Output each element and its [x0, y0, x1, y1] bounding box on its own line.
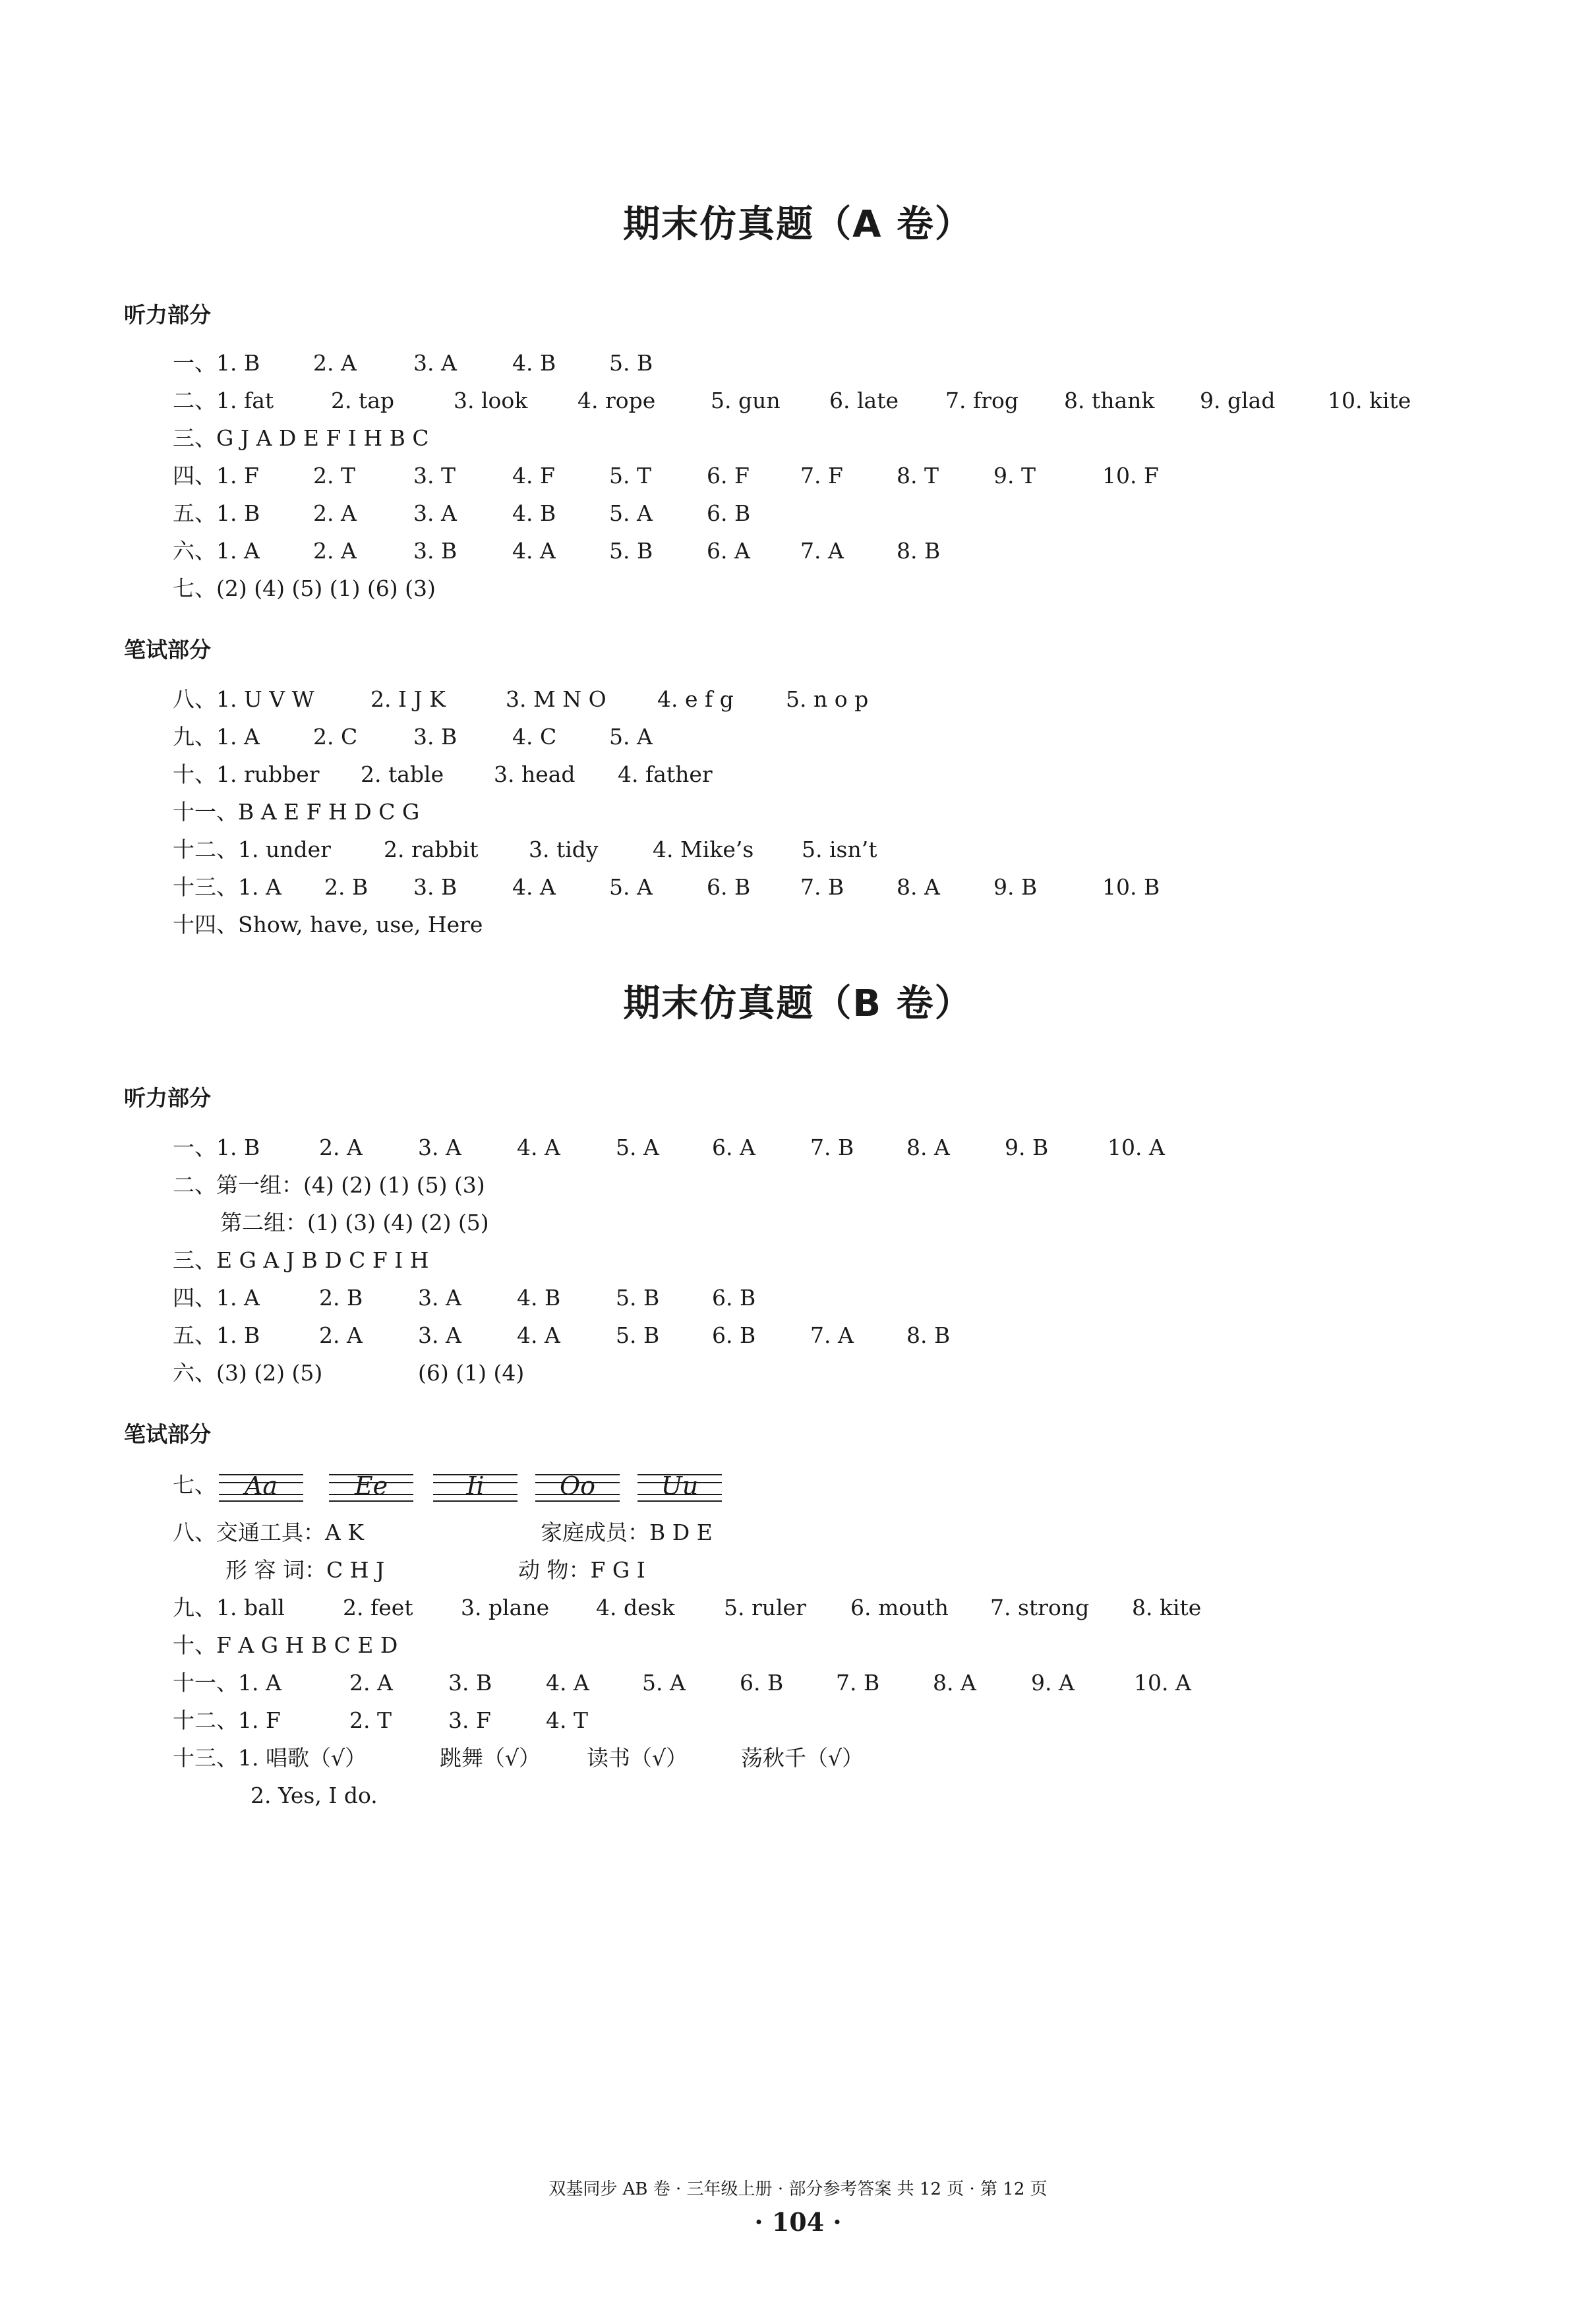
answer: 7. B	[836, 1670, 880, 1696]
answer: 6. B	[712, 1285, 756, 1311]
section-written-a: 笔试部分	[124, 637, 211, 663]
answer: 一、1. B	[173, 1135, 260, 1160]
answer: 5. ruler	[724, 1595, 806, 1620]
answer: 3. A	[418, 1135, 461, 1160]
answer: 3. B	[413, 724, 458, 750]
answer: 5. A	[642, 1670, 686, 1696]
answer: 2. C	[313, 724, 358, 750]
answer: 2. feet	[343, 1595, 413, 1620]
answer: 六、(3) (2) (5)	[173, 1360, 323, 1386]
answer: 4. Mike’s	[653, 837, 754, 862]
answer: 2. B	[324, 874, 369, 900]
answer: 3. look	[454, 388, 528, 413]
answer: 7. A	[810, 1322, 854, 1348]
answer: 9. T	[993, 463, 1036, 488]
answer: 4. A	[512, 538, 556, 564]
title-a: 期末仿真题（A 卷）	[623, 203, 973, 246]
answer: 八、1. U V W	[173, 686, 314, 712]
answer: 3. F	[448, 1707, 491, 1733]
answer: 5. isn’t	[802, 837, 877, 862]
answer: 一、1. B	[173, 350, 260, 376]
cursive-letter: Aa	[219, 1469, 303, 1503]
answer: 十、F A G H B C E D	[173, 1632, 398, 1658]
answer: 3. tidy	[529, 837, 599, 862]
cursive-letter: Ii	[433, 1469, 517, 1503]
answer: 2. table	[361, 761, 444, 787]
answer: 3. A	[418, 1322, 461, 1348]
answer: 9. B	[993, 874, 1038, 900]
answer: 十三、1. A	[173, 874, 281, 900]
answer: 3. A	[413, 350, 457, 376]
answer: 7. B	[810, 1135, 854, 1160]
answer: 5. T	[609, 463, 651, 488]
page-number: · 104 ·	[754, 2207, 842, 2237]
answer: 3. head	[494, 761, 576, 787]
answer: 7. B	[800, 874, 844, 900]
answer: 2. A	[313, 500, 357, 526]
answer: 10. kite	[1328, 388, 1411, 413]
section-written-b: 笔试部分	[124, 1421, 211, 1447]
answer: 6. A	[712, 1135, 755, 1160]
answer: 四、1. F	[173, 463, 259, 488]
answer: 4. A	[546, 1670, 589, 1696]
answer: 十二、1. under	[173, 837, 331, 862]
section-listening-a: 听力部分	[124, 302, 211, 328]
answer: 4. F	[512, 463, 555, 488]
answer: 9. A	[1031, 1670, 1075, 1696]
answer: 九、1. A	[173, 724, 260, 750]
answer: 8. A	[933, 1670, 976, 1696]
answer: 3. T	[413, 463, 456, 488]
answer: 8. A	[897, 874, 940, 900]
answer: 八、交通工具：A K	[173, 1520, 364, 1545]
answer: 5. B	[616, 1322, 660, 1348]
answer: 9. B	[1005, 1135, 1049, 1160]
answer: 4. desk	[596, 1595, 675, 1620]
answer: 2. B	[319, 1285, 363, 1311]
title-b: 期末仿真题（B 卷）	[623, 982, 973, 1025]
answer: 6. late	[829, 388, 899, 413]
answer: 5. A	[609, 874, 653, 900]
footer: 双基同步 AB 卷 · 三年级上册 · 部分参考答案 共 12 页 · 第 12 页	[548, 2179, 1048, 2199]
answer: 2. A	[319, 1135, 363, 1160]
answer: 10. A	[1108, 1135, 1165, 1160]
answer: 十二、1. F	[173, 1707, 281, 1733]
answer: 二、1. fat	[173, 388, 274, 413]
answer: 动 物：F G I	[518, 1557, 645, 1583]
answer: 跳舞（√）	[440, 1745, 541, 1771]
answer: 十四、Show, have, use, Here	[173, 912, 483, 937]
answer: 七、	[173, 1472, 216, 1498]
answer: 六、1. A	[173, 538, 260, 564]
answer: 4. B	[512, 350, 556, 376]
answer: 4. A	[517, 1135, 560, 1160]
answer: 5. A	[609, 500, 653, 526]
answer: 三、G J A D E F I H B C	[173, 425, 429, 451]
answer: 2. A	[349, 1670, 393, 1696]
answer: (6) (1) (4)	[418, 1360, 525, 1386]
answer: 8. kite	[1132, 1595, 1202, 1620]
answer: 二、第一组：(4) (2) (1) (5) (3)	[173, 1172, 485, 1198]
answer: 4. C	[512, 724, 557, 750]
answer: 九、1. ball	[173, 1595, 285, 1620]
answer: 4. A	[517, 1322, 560, 1348]
answer: 8. T	[897, 463, 939, 488]
answer: 2. T	[349, 1707, 392, 1733]
section-listening-b: 听力部分	[124, 1085, 211, 1111]
answer: 6. B	[707, 500, 751, 526]
answer: 3. A	[418, 1285, 461, 1311]
answer: 2. A	[313, 538, 357, 564]
answer: 四、1. A	[173, 1285, 260, 1311]
answer: 7. A	[800, 538, 844, 564]
answer: 4. e f g	[657, 686, 734, 712]
answer: 五、1. B	[173, 500, 260, 526]
answer: 2. Yes, I do.	[251, 1783, 378, 1808]
answer: 形 容 词：C H J	[225, 1557, 385, 1583]
answer: 5. A	[609, 724, 653, 750]
answer: 5. n o p	[786, 686, 869, 712]
answer: 5. gun	[711, 388, 781, 413]
answer: 2. I J K	[370, 686, 446, 712]
answer: 荡秋千（√）	[741, 1745, 864, 1771]
answer: 读书（√）	[587, 1745, 688, 1771]
answer: 6. A	[707, 538, 750, 564]
answer: 9. glad	[1200, 388, 1276, 413]
answer: 10. B	[1102, 874, 1160, 900]
answer: 4. A	[512, 874, 556, 900]
answer: 3. M N O	[506, 686, 606, 712]
answer: 2. A	[319, 1322, 363, 1348]
answer: 3. A	[413, 500, 457, 526]
answer: 家庭成员：B D E	[541, 1520, 713, 1545]
cursive-letter: Uu	[637, 1469, 722, 1503]
answer: 第二组：(1) (3) (4) (2) (5)	[220, 1210, 489, 1235]
answer: 7. F	[800, 463, 843, 488]
answer: 6. B	[740, 1670, 784, 1696]
answer: 2. A	[313, 350, 357, 376]
answer: 4. B	[517, 1285, 561, 1311]
answer: 十三、1. 唱歌（√）	[173, 1745, 367, 1771]
answer: 6. B	[707, 874, 751, 900]
answer: 8. B	[906, 1322, 951, 1348]
answer: 8. B	[897, 538, 941, 564]
cursive-letter: Oo	[535, 1469, 620, 1503]
answer: 五、1. B	[173, 1322, 260, 1348]
answer: 6. mouth	[850, 1595, 949, 1620]
answer: 5. A	[616, 1135, 659, 1160]
answer: 5. B	[609, 538, 653, 564]
cursive-letter: Ee	[329, 1469, 413, 1503]
answer: 3. B	[413, 874, 458, 900]
answer: 4. father	[618, 761, 713, 787]
answer: 2. tap	[331, 388, 395, 413]
answer: 2. T	[313, 463, 355, 488]
answer: 6. F	[707, 463, 750, 488]
answer: 十、1. rubber	[173, 761, 320, 787]
answer: 十一、1. A	[173, 1670, 281, 1696]
answer: 3. plane	[461, 1595, 550, 1620]
answer: 2. rabbit	[384, 837, 479, 862]
answer: 4. rope	[577, 388, 656, 413]
answer: 6. B	[712, 1322, 756, 1348]
answer: 4. T	[546, 1707, 588, 1733]
answer: 3. B	[448, 1670, 492, 1696]
answer: 10. A	[1134, 1670, 1191, 1696]
answer: 3. B	[413, 538, 458, 564]
answer: 5. B	[616, 1285, 660, 1311]
answer: 8. A	[906, 1135, 950, 1160]
answer: 七、(2) (4) (5) (1) (6) (3)	[173, 576, 436, 601]
answer: 10. F	[1102, 463, 1159, 488]
answer: 7. strong	[990, 1595, 1090, 1620]
answer: 三、E G A J B D C F I H	[173, 1247, 429, 1273]
answer: 5. B	[609, 350, 653, 376]
answer: 4. B	[512, 500, 556, 526]
answer: 8. thank	[1064, 388, 1155, 413]
answer: 7. frog	[945, 388, 1019, 413]
answer: 十一、B A E F H D C G	[173, 799, 420, 825]
